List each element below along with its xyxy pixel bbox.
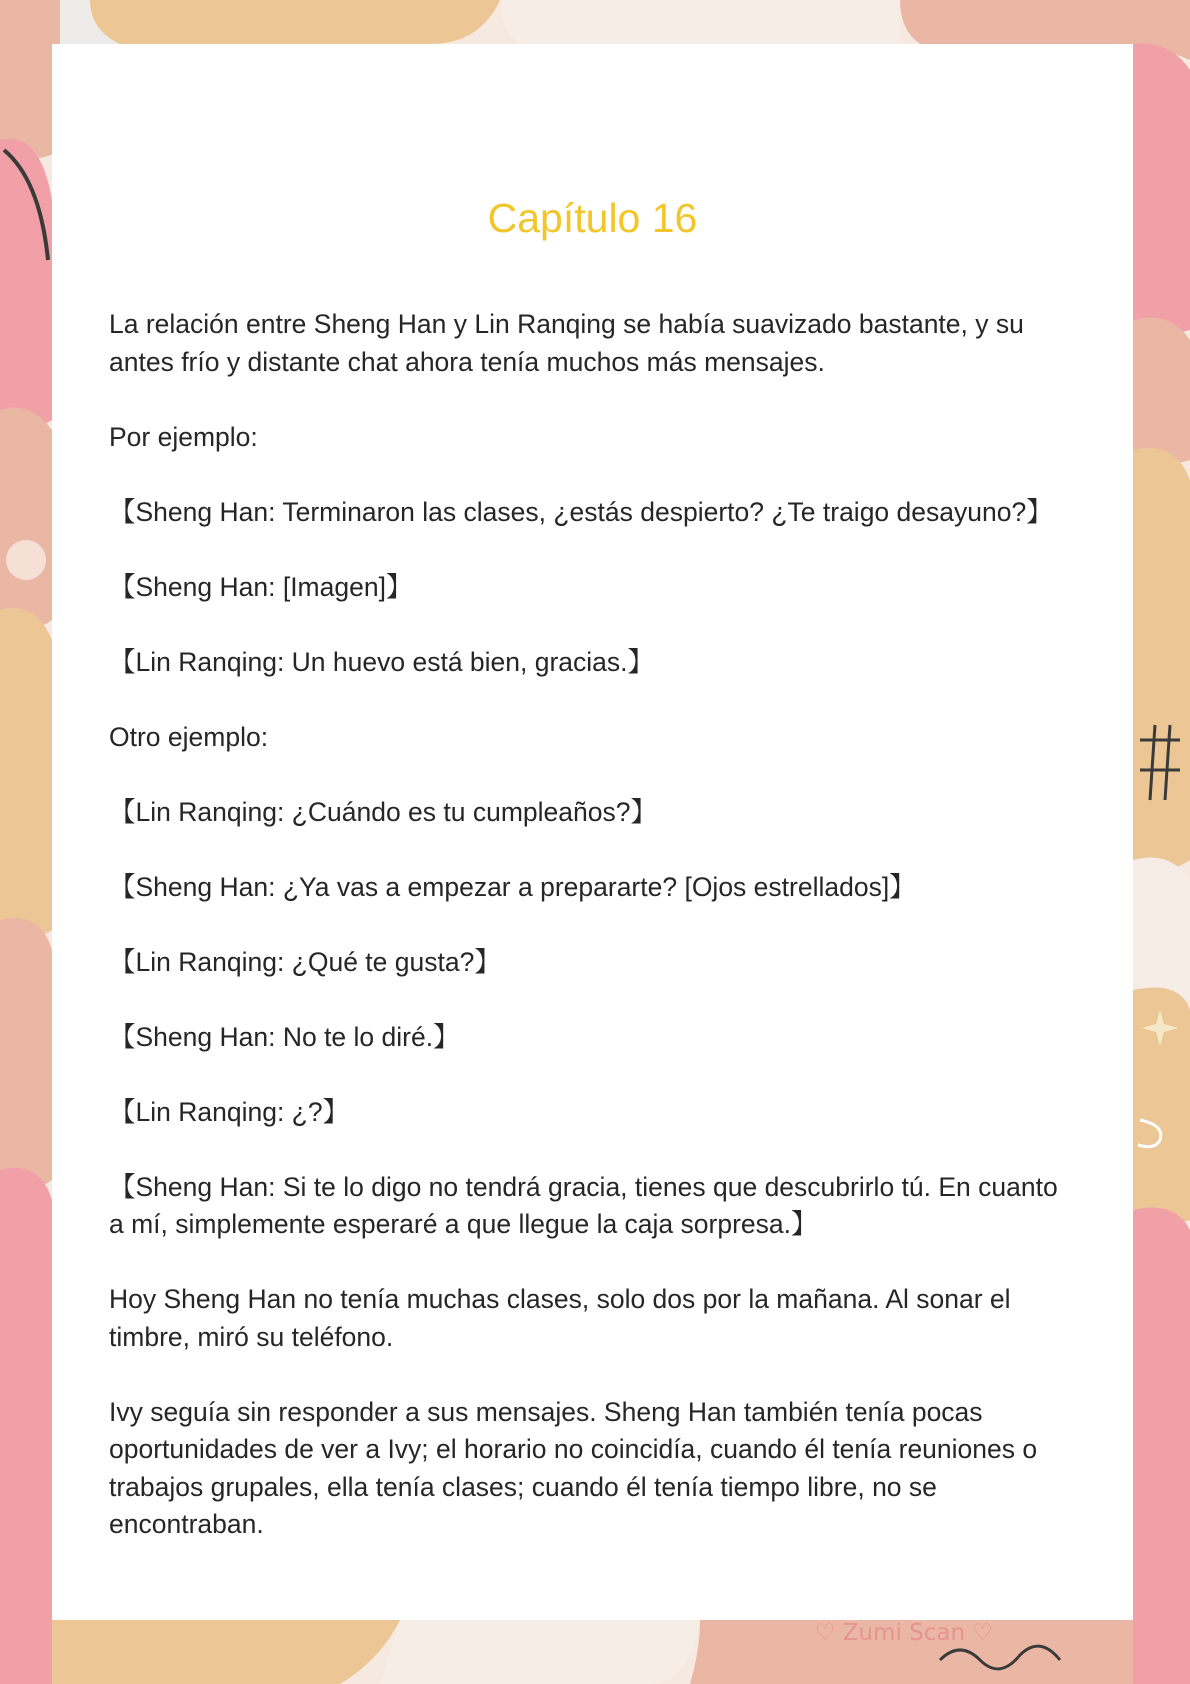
chat-message: 【Sheng Han: ¿Ya vas a empezar a prepararte? [Ojos estrellados]】 (109, 871, 916, 902)
paragraph: Hoy Sheng Han no tenía muchas clases, solo dos por la mañana. Al sonar el timbre, miró su teléfono. (109, 1284, 1011, 1352)
scanlator-signature: ♡ Zumi Scan ♡ (814, 1620, 993, 1646)
paragraph: Otro ejemplo: (109, 721, 269, 752)
chat-message: 【Lin Ranqing: ¿Qué te gusta?】 (109, 946, 501, 977)
chat-message: 【Sheng Han: No te lo diré.】 (109, 1021, 460, 1052)
paragraph: La relación entre Sheng Han y Lin Ranqing se había suavizado bastante, y su antes frío y distante chat ahora tenía muchos más mensajes. (109, 309, 1024, 377)
paragraph: Ivy seguía sin responder a sus mensajes. Sheng Han también tenía pocas oportunidades de ver a Ivy; el horario no coincidía, cuando él tenía reuniones o trabajos grupales, ella tenía clases; cuando él tenía tiempo libre, no se encontraban. (109, 1396, 1038, 1539)
chat-message: 【Sheng Han: Terminaron las clases, ¿estás despierto? ¿Te traigo desayuno?】 (109, 496, 1053, 527)
page-sheet (52, 44, 1133, 1646)
chat-message: 【Sheng Han: [Imagen]】 (109, 571, 413, 602)
chat-message: 【Lin Ranqing: Un huevo está bien, gracias.】 (109, 646, 655, 677)
chat-message: 【Sheng Han: Si te lo digo no tendrá gracia, tienes que descubrirlo tú. En cuanto a mí, simplemente esperaré a que llegue la caja sorpresa.】 (109, 1171, 1058, 1239)
chat-message: 【Lin Ranqing: ¿Cuándo es tu cumpleaños?】 (109, 796, 657, 827)
chapter-text (109, 306, 1069, 1581)
chat-message: 【Lin Ranqing: ¿?】 (109, 1096, 350, 1127)
paragraph: Por ejemplo: (109, 421, 258, 452)
chapter-title: Capítulo 16 (487, 195, 698, 241)
